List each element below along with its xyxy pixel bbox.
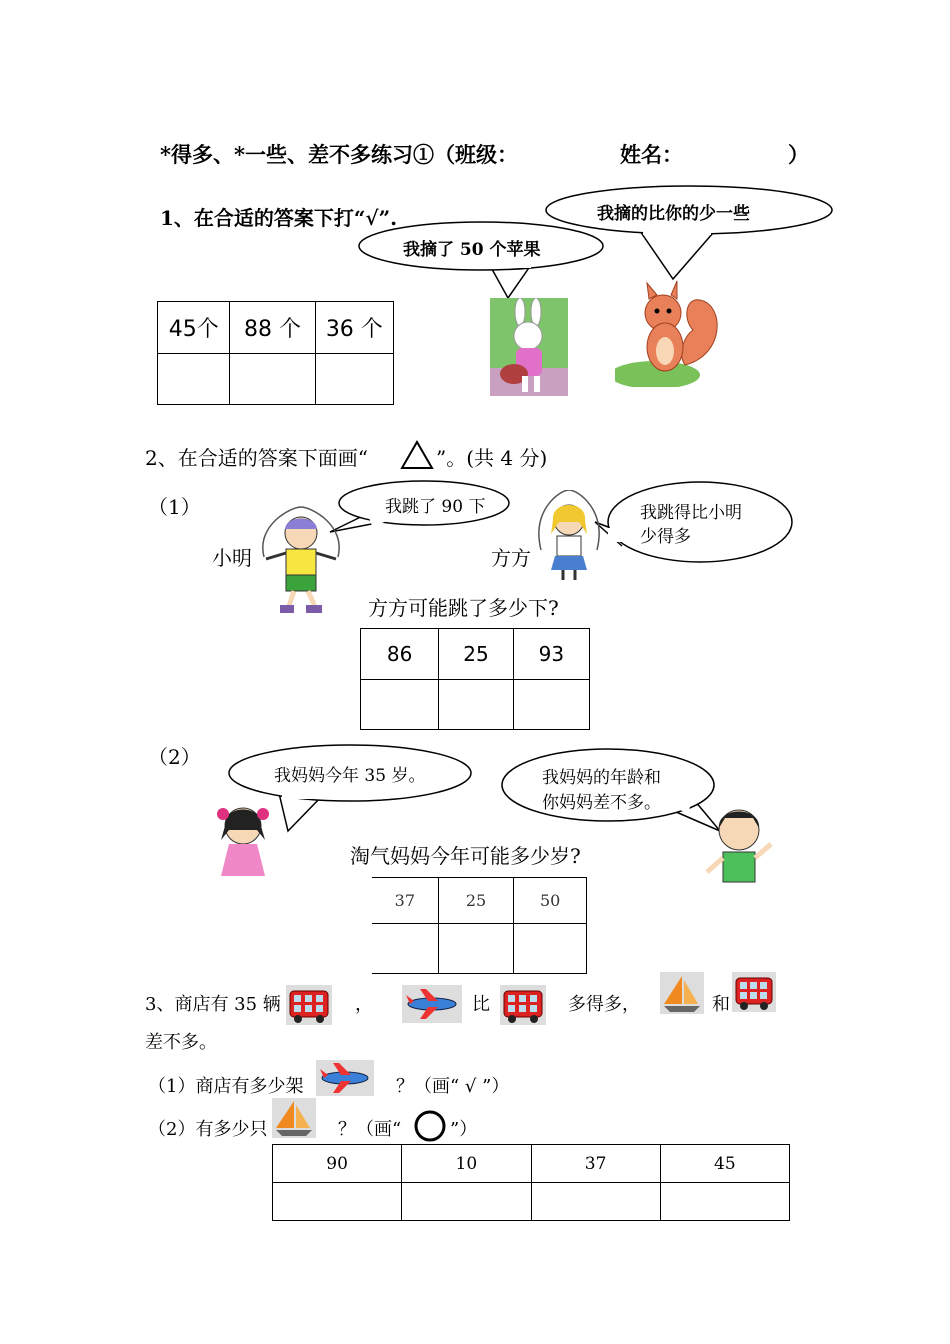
q3-line2: 差不多。	[145, 1032, 217, 1053]
q1-answer-table	[157, 301, 394, 405]
sailboat-icon	[660, 972, 704, 1014]
triangle-icon	[400, 440, 434, 470]
q2-sub2-answer-cell[interactable]	[514, 924, 587, 974]
q1-option: 45个	[158, 302, 230, 354]
worksheet-title: *得多、*一些、差不多练习①（班级：	[160, 142, 518, 167]
girl-mom-speech-text: 我妈妈今年 35 岁。	[274, 766, 426, 786]
q1-option: 36 个	[315, 302, 393, 354]
title-close-paren: ）	[788, 142, 809, 167]
q2-sub2-label: （2）	[148, 745, 201, 769]
q2-sub2-question: 淘气妈妈今年可能多少岁?	[350, 844, 581, 868]
q3-option: 90	[273, 1145, 402, 1183]
q3-answer-cell[interactable]	[402, 1183, 531, 1221]
bus-icon	[286, 985, 332, 1025]
q2-sub1-answer-cell[interactable]	[513, 680, 589, 730]
sailboat-icon	[272, 1098, 316, 1138]
q3-he: 和	[712, 994, 730, 1015]
q3-sub1-part2: ？（画“ √ ”）	[396, 1076, 510, 1097]
q3-bi: 比	[472, 994, 490, 1015]
q3-answer-cell[interactable]	[531, 1183, 660, 1221]
rabbit-speech-text: 我摘了 50 个苹果	[403, 240, 541, 260]
circle-icon	[413, 1110, 447, 1142]
q2-sub1-option: 93	[513, 629, 589, 680]
q3-sub2-part1: （2）有多少只	[148, 1119, 268, 1140]
q2-sub1-option: 86	[361, 629, 439, 680]
squirrel-speech-text: 我摘的比你的少一些	[597, 204, 750, 224]
xiaoming-name: 小明	[212, 546, 252, 570]
q2-sub1-answer-cell[interactable]	[361, 680, 439, 730]
bus-icon	[500, 985, 546, 1025]
fangfang-speech-line1: 我跳得比小明	[640, 503, 742, 523]
q3-sub1-part1: （1）商店有多少架	[148, 1076, 304, 1097]
q1-option: 88 个	[230, 302, 315, 354]
q2-sub2-answer-cell[interactable]	[372, 924, 438, 974]
fangfang-speech-line2: 少得多	[640, 527, 691, 547]
q3-answer-table	[272, 1144, 790, 1221]
bus-icon	[732, 972, 776, 1012]
q2-sub1-option: 25	[439, 629, 513, 680]
q2-prompt-part2: ”。(共 4 分)	[436, 446, 548, 470]
q1-answer-cell[interactable]	[315, 354, 393, 405]
q3-option: 45	[660, 1145, 789, 1183]
q2-prompt-part1: 2、在合适的答案下面画“	[145, 446, 368, 470]
boy-icon	[703, 800, 775, 888]
q3-answer-cell[interactable]	[660, 1183, 789, 1221]
fangfang-name: 方方	[491, 546, 531, 570]
speech-bubble-fangfang	[600, 480, 795, 570]
q3-sub2-part2: ？（画“	[338, 1119, 402, 1140]
airplane-icon	[316, 1060, 374, 1096]
q3-sub2-part3: ”）	[450, 1119, 478, 1140]
squirrel-icon	[615, 275, 730, 387]
taoqi-speech-line2: 你妈妈差不多。	[542, 793, 661, 813]
q3-option: 10	[402, 1145, 531, 1183]
q3-comma: ，	[355, 994, 373, 1015]
speech-bubble-rabbit	[358, 222, 608, 302]
q2-sub1-answer-cell[interactable]	[439, 680, 513, 730]
q1-answer-cell[interactable]	[230, 354, 315, 405]
q2-sub2-option: 37	[372, 878, 438, 924]
q2-sub2-answer-cell[interactable]	[438, 924, 514, 974]
girl-jumping-rope-icon	[535, 490, 603, 582]
q2-sub2-option: 25	[438, 878, 514, 924]
q3-line1-part1: 3、商店有 35 辆	[145, 994, 281, 1015]
q3-answer-cell[interactable]	[273, 1183, 402, 1221]
q1-prompt: 1、在合适的答案下打“√”.	[160, 206, 398, 230]
xiaoming-speech-text: 我跳了 90 下	[385, 497, 486, 517]
q2-sub1-answer-table	[360, 628, 590, 730]
speech-bubble-taoqi	[500, 747, 725, 837]
q2-sub2-option: 50	[514, 878, 587, 924]
taoqi-speech-line1: 我妈妈的年龄和	[542, 768, 661, 788]
rabbit-icon	[490, 298, 568, 396]
q1-answer-cell[interactable]	[158, 354, 230, 405]
girl-icon	[213, 800, 273, 880]
q3-more: 多得多，	[568, 994, 640, 1015]
boy-jumping-rope-icon	[256, 505, 346, 617]
name-label: 姓名：	[620, 142, 683, 167]
airplane-icon	[402, 985, 462, 1023]
q2-sub1-question: 方方可能跳了多少下?	[368, 596, 559, 620]
q2-sub2-answer-table	[372, 877, 587, 974]
speech-bubble-xiaoming	[320, 480, 520, 540]
q2-sub1-label: （1）	[148, 495, 201, 519]
q3-option: 37	[531, 1145, 660, 1183]
